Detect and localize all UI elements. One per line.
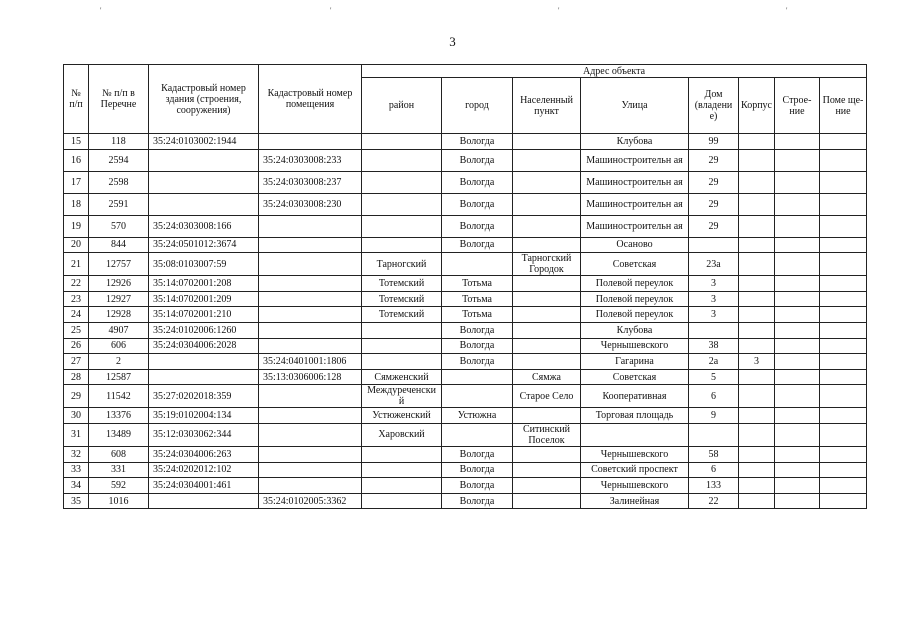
cell-settlement: [513, 478, 581, 494]
scan-top-marks: [0, 6, 905, 15]
cell-list-num: 606: [89, 338, 149, 354]
cell-house: 22: [689, 493, 739, 509]
cell-korpus: [739, 171, 775, 193]
cell-settlement: [513, 276, 581, 292]
table-row: [64, 215, 867, 237]
cell-city: Вологда: [442, 193, 513, 215]
cell-pomeshchenie: [820, 193, 867, 215]
cell-house: [689, 322, 739, 338]
cell-city: [442, 423, 513, 446]
table-row: [64, 423, 867, 446]
cell-num: 22: [64, 276, 89, 292]
cell-district: Устюженский: [362, 408, 442, 424]
cell-house: 3: [689, 307, 739, 323]
cell-house: 133: [689, 478, 739, 494]
cell-list-num: 2594: [89, 149, 149, 171]
cell-korpus: [739, 276, 775, 292]
cell-district: [362, 171, 442, 193]
cell-list-num: 570: [89, 215, 149, 237]
cell-pomeshchenie: [820, 307, 867, 323]
header-cadastral-room: Кадастровый номер помещения: [259, 65, 362, 134]
header-num: № п/п: [64, 65, 89, 134]
cell-list-num: 331: [89, 462, 149, 478]
cell-pomeshchenie: [820, 149, 867, 171]
cell-house: [689, 423, 739, 446]
table-row: [64, 408, 867, 424]
cell-house: 58: [689, 446, 739, 462]
table-row: [64, 385, 867, 408]
table-row: [64, 462, 867, 478]
cell-num: 29: [64, 385, 89, 408]
cell-korpus: [739, 322, 775, 338]
header-list-num: № п/п в Перечне: [89, 65, 149, 134]
cell-district: [362, 237, 442, 253]
cell-num: 34: [64, 478, 89, 494]
cell-pomeshchenie: [820, 385, 867, 408]
cell-korpus: [739, 423, 775, 446]
cell-cadastral-building: 35:24:0304006:263: [149, 446, 259, 462]
cell-korpus: [739, 478, 775, 494]
cell-pomeshchenie: [820, 408, 867, 424]
cell-cadastral-room: 35:13:0306006:128: [259, 369, 362, 385]
cell-cadastral-building: [149, 149, 259, 171]
cell-cadastral-building: 35:24:0103002:1944: [149, 134, 259, 150]
cell-settlement: [513, 149, 581, 171]
cell-korpus: [739, 149, 775, 171]
cell-settlement: [513, 322, 581, 338]
cell-street: Гагарина: [581, 354, 689, 370]
cell-korpus: [739, 307, 775, 323]
cell-cadastral-room: [259, 462, 362, 478]
cell-city: Вологда: [442, 237, 513, 253]
cell-stroenie: [775, 291, 820, 307]
cell-korpus: [739, 134, 775, 150]
cell-list-num: 13489: [89, 423, 149, 446]
cell-stroenie: [775, 423, 820, 446]
cell-num: 33: [64, 462, 89, 478]
cell-street: Полевой переулок: [581, 276, 689, 292]
cell-street: Машиностроительн ая: [581, 193, 689, 215]
scan-mark: ': [558, 6, 560, 15]
cell-list-num: 2598: [89, 171, 149, 193]
table-row: [64, 446, 867, 462]
cell-street: Чернышевского: [581, 446, 689, 462]
cell-settlement: [513, 354, 581, 370]
cell-district: [362, 338, 442, 354]
cell-city: [442, 369, 513, 385]
cell-stroenie: [775, 369, 820, 385]
cell-num: 15: [64, 134, 89, 150]
cell-stroenie: [775, 338, 820, 354]
cell-street: Машиностроительн ая: [581, 149, 689, 171]
table-row: [64, 193, 867, 215]
cell-settlement: [513, 446, 581, 462]
header-street: Улица: [581, 78, 689, 134]
table-body: [64, 134, 867, 509]
scan-mark: ': [786, 6, 788, 15]
cell-district: [362, 478, 442, 494]
cell-cadastral-building: [149, 493, 259, 509]
cell-cadastral-building: 35:14:0702001:209: [149, 291, 259, 307]
cell-korpus: [739, 369, 775, 385]
cell-street: Клубова: [581, 322, 689, 338]
cell-house: 29: [689, 193, 739, 215]
cell-cadastral-building: 35:08:0103007:59: [149, 253, 259, 276]
cell-settlement: [513, 134, 581, 150]
cell-settlement: Старое Село: [513, 385, 581, 408]
cell-district: [362, 354, 442, 370]
cell-street: Осаново: [581, 237, 689, 253]
cell-num: 28: [64, 369, 89, 385]
cell-cadastral-building: 35:24:0304006:2028: [149, 338, 259, 354]
table-row: [64, 307, 867, 323]
cell-list-num: 2: [89, 354, 149, 370]
cell-street: Кооперативная: [581, 385, 689, 408]
cell-pomeshchenie: [820, 171, 867, 193]
cell-street: Залинейная: [581, 493, 689, 509]
cell-pomeshchenie: [820, 493, 867, 509]
cell-num: 32: [64, 446, 89, 462]
cell-city: Вологда: [442, 134, 513, 150]
cell-cadastral-room: [259, 385, 362, 408]
table-row: [64, 149, 867, 171]
cell-city: Вологда: [442, 171, 513, 193]
cell-stroenie: [775, 149, 820, 171]
header-address: Адрес объекта: [362, 65, 867, 78]
cell-house: 29: [689, 149, 739, 171]
cell-cadastral-room: [259, 215, 362, 237]
cell-district: [362, 134, 442, 150]
cell-stroenie: [775, 193, 820, 215]
cell-cadastral-room: [259, 338, 362, 354]
cell-settlement: [513, 493, 581, 509]
cell-stroenie: [775, 237, 820, 253]
cell-city: Тотьма: [442, 291, 513, 307]
cell-street: Полевой переулок: [581, 291, 689, 307]
cell-num: 31: [64, 423, 89, 446]
cell-cadastral-building: 35:27:0202018:359: [149, 385, 259, 408]
cell-list-num: 12927: [89, 291, 149, 307]
cell-list-num: 11542: [89, 385, 149, 408]
cell-district: [362, 322, 442, 338]
cell-pomeshchenie: [820, 134, 867, 150]
cell-num: 35: [64, 493, 89, 509]
cell-district: Сямженский: [362, 369, 442, 385]
cell-num: 26: [64, 338, 89, 354]
cell-house: 3: [689, 276, 739, 292]
header-house: Дом (владени е): [689, 78, 739, 134]
table-row: [64, 338, 867, 354]
cell-cadastral-room: [259, 322, 362, 338]
cell-cadastral-building: 35:24:0102006:1260: [149, 322, 259, 338]
table-row: [64, 134, 867, 150]
cell-cadastral-building: [149, 369, 259, 385]
cell-korpus: 3: [739, 354, 775, 370]
cell-street: Торговая площадь: [581, 408, 689, 424]
cell-cadastral-building: [149, 193, 259, 215]
cell-stroenie: [775, 446, 820, 462]
cell-num: 23: [64, 291, 89, 307]
cell-city: Тотьма: [442, 307, 513, 323]
cell-house: 6: [689, 385, 739, 408]
cell-street: Чернышевского: [581, 338, 689, 354]
cell-house: 6: [689, 462, 739, 478]
cell-cadastral-room: 35:24:0303008:230: [259, 193, 362, 215]
cell-district: [362, 149, 442, 171]
cell-list-num: 2591: [89, 193, 149, 215]
cell-pomeshchenie: [820, 446, 867, 462]
cell-city: Вологда: [442, 215, 513, 237]
cell-korpus: [739, 253, 775, 276]
cell-num: 21: [64, 253, 89, 276]
cell-district: [362, 193, 442, 215]
cell-city: Вологда: [442, 478, 513, 494]
header-stroenie: Строе- ние: [775, 78, 820, 134]
cell-num: 24: [64, 307, 89, 323]
cell-cadastral-building: 35:14:0702001:210: [149, 307, 259, 323]
cell-settlement: [513, 338, 581, 354]
cell-cadastral-room: [259, 291, 362, 307]
cell-city: Вологда: [442, 462, 513, 478]
cell-house: 5: [689, 369, 739, 385]
cell-cadastral-building: 35:19:0102004:134: [149, 408, 259, 424]
cell-stroenie: [775, 253, 820, 276]
cell-district: Тарногский: [362, 253, 442, 276]
cell-house: 29: [689, 171, 739, 193]
cell-street: Чернышевского: [581, 478, 689, 494]
header-cadastral-building: Кадастровый номер здания (строения, сооружения): [149, 65, 259, 134]
cell-district: Междуреченски й: [362, 385, 442, 408]
cell-cadastral-room: [259, 446, 362, 462]
cell-street: Машиностроительн ая: [581, 171, 689, 193]
cell-street: Полевой переулок: [581, 307, 689, 323]
cell-street: Советская: [581, 369, 689, 385]
cell-list-num: 1016: [89, 493, 149, 509]
cell-cadastral-room: 35:24:0102005:3362: [259, 493, 362, 509]
cell-settlement: Тарногский Городок: [513, 253, 581, 276]
cell-district: [362, 446, 442, 462]
cell-num: 17: [64, 171, 89, 193]
cell-stroenie: [775, 276, 820, 292]
cell-stroenie: [775, 215, 820, 237]
cell-list-num: 12928: [89, 307, 149, 323]
cell-district: Тотемский: [362, 307, 442, 323]
cell-street: [581, 423, 689, 446]
table-row: [64, 276, 867, 292]
cell-street: Машиностроительн ая: [581, 215, 689, 237]
cell-district: Тотемский: [362, 291, 442, 307]
cell-city: [442, 253, 513, 276]
cell-cadastral-room: [259, 423, 362, 446]
cell-pomeshchenie: [820, 322, 867, 338]
cell-settlement: [513, 307, 581, 323]
cell-district: [362, 462, 442, 478]
cell-num: 16: [64, 149, 89, 171]
cell-settlement: [513, 171, 581, 193]
cell-cadastral-room: [259, 237, 362, 253]
cell-cadastral-room: 35:24:0401001:1806: [259, 354, 362, 370]
cell-settlement: Сямжа: [513, 369, 581, 385]
scan-mark: ': [100, 6, 102, 15]
cell-cadastral-building: 35:12:0303062:344: [149, 423, 259, 446]
cell-cadastral-building: [149, 171, 259, 193]
cell-stroenie: [775, 478, 820, 494]
table-row: [64, 253, 867, 276]
cell-cadastral-room: [259, 478, 362, 494]
cell-stroenie: [775, 307, 820, 323]
cell-pomeshchenie: [820, 253, 867, 276]
cell-pomeshchenie: [820, 237, 867, 253]
cell-street: Клубова: [581, 134, 689, 150]
cell-district: Тотемский: [362, 276, 442, 292]
header-korpus: Корпус: [739, 78, 775, 134]
cell-num: 20: [64, 237, 89, 253]
table-row: [64, 354, 867, 370]
cell-list-num: 12587: [89, 369, 149, 385]
cell-city: [442, 385, 513, 408]
cell-korpus: [739, 291, 775, 307]
cell-stroenie: [775, 171, 820, 193]
cell-korpus: [739, 237, 775, 253]
cell-list-num: 13376: [89, 408, 149, 424]
cell-num: 27: [64, 354, 89, 370]
cell-num: 19: [64, 215, 89, 237]
cell-settlement: [513, 462, 581, 478]
cell-house: 29: [689, 215, 739, 237]
cell-cadastral-room: 35:24:0303008:233: [259, 149, 362, 171]
table-row: [64, 322, 867, 338]
cell-city: Устюжна: [442, 408, 513, 424]
cell-city: Вологда: [442, 322, 513, 338]
cell-list-num: 4907: [89, 322, 149, 338]
cell-stroenie: [775, 408, 820, 424]
cell-house: 9: [689, 408, 739, 424]
cell-stroenie: [775, 354, 820, 370]
cell-settlement: [513, 291, 581, 307]
table-row: [64, 493, 867, 509]
cell-korpus: [739, 193, 775, 215]
cell-stroenie: [775, 462, 820, 478]
cell-settlement: [513, 408, 581, 424]
cell-cadastral-room: [259, 253, 362, 276]
cell-stroenie: [775, 322, 820, 338]
cell-stroenie: [775, 134, 820, 150]
cell-korpus: [739, 385, 775, 408]
cell-num: 18: [64, 193, 89, 215]
cell-pomeshchenie: [820, 354, 867, 370]
cell-list-num: 844: [89, 237, 149, 253]
cell-pomeshchenie: [820, 478, 867, 494]
cell-city: Вологда: [442, 354, 513, 370]
table-row: [64, 171, 867, 193]
cell-settlement: Ситинский Поселок: [513, 423, 581, 446]
cell-list-num: 12757: [89, 253, 149, 276]
cell-pomeshchenie: [820, 291, 867, 307]
cell-house: 99: [689, 134, 739, 150]
cell-house: 3: [689, 291, 739, 307]
cell-cadastral-room: 35:24:0303008:237: [259, 171, 362, 193]
cell-cadastral-room: [259, 408, 362, 424]
cell-pomeshchenie: [820, 215, 867, 237]
cell-korpus: [739, 462, 775, 478]
cell-pomeshchenie: [820, 338, 867, 354]
cell-house: 2а: [689, 354, 739, 370]
cell-settlement: [513, 237, 581, 253]
cell-korpus: [739, 408, 775, 424]
cell-city: Тотьма: [442, 276, 513, 292]
cell-korpus: [739, 493, 775, 509]
cell-list-num: 118: [89, 134, 149, 150]
cell-list-num: 12926: [89, 276, 149, 292]
cell-district: [362, 215, 442, 237]
header-city: город: [442, 78, 513, 134]
scan-mark: ': [330, 6, 332, 15]
cell-cadastral-building: 35:24:0202012:102: [149, 462, 259, 478]
cell-district: [362, 493, 442, 509]
cell-city: Вологда: [442, 446, 513, 462]
cell-stroenie: [775, 493, 820, 509]
table-row: [64, 237, 867, 253]
cell-city: Вологда: [442, 338, 513, 354]
cell-cadastral-building: 35:24:0304001:461: [149, 478, 259, 494]
cell-cadastral-room: [259, 134, 362, 150]
header-pomeshchenie: Поме ще- ние: [820, 78, 867, 134]
cell-cadastral-building: 35:14:0702001:208: [149, 276, 259, 292]
header-settlement: Населенный пункт: [513, 78, 581, 134]
cell-city: Вологда: [442, 493, 513, 509]
cell-list-num: 592: [89, 478, 149, 494]
cell-cadastral-building: 35:24:0303008:166: [149, 215, 259, 237]
cell-korpus: [739, 215, 775, 237]
cell-stroenie: [775, 385, 820, 408]
cell-cadastral-building: [149, 354, 259, 370]
cell-cadastral-room: [259, 276, 362, 292]
cell-settlement: [513, 215, 581, 237]
cell-pomeshchenie: [820, 276, 867, 292]
cell-cadastral-building: 35:24:0501012:3674: [149, 237, 259, 253]
cell-pomeshchenie: [820, 423, 867, 446]
cell-settlement: [513, 193, 581, 215]
cell-pomeshchenie: [820, 369, 867, 385]
cell-house: 23а: [689, 253, 739, 276]
page-number: 3: [449, 34, 456, 49]
table-row: [64, 291, 867, 307]
cell-cadastral-room: [259, 307, 362, 323]
cell-num: 25: [64, 322, 89, 338]
cell-district: Харовский: [362, 423, 442, 446]
cell-house: [689, 237, 739, 253]
cell-korpus: [739, 338, 775, 354]
cell-street: Советский проспект: [581, 462, 689, 478]
table-row: [64, 369, 867, 385]
cell-korpus: [739, 446, 775, 462]
cell-list-num: 608: [89, 446, 149, 462]
cell-pomeshchenie: [820, 462, 867, 478]
table-row: [64, 478, 867, 494]
objects-table: [63, 64, 867, 509]
cell-city: Вологда: [442, 149, 513, 171]
cell-house: 38: [689, 338, 739, 354]
cell-street: Советская: [581, 253, 689, 276]
header-district: район: [362, 78, 442, 134]
cell-num: 30: [64, 408, 89, 424]
